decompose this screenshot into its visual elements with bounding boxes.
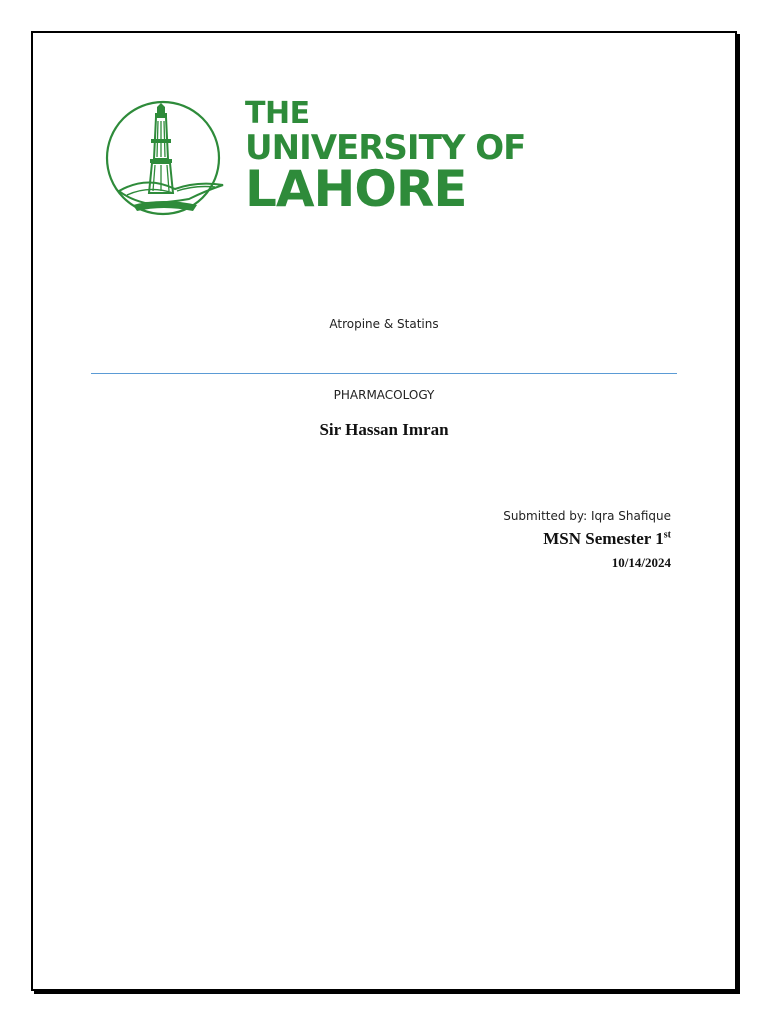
subject-name: PHARMACOLOGY (333, 388, 435, 402)
university-logo (97, 96, 537, 219)
submission-date: 10/14/2024 (611, 555, 671, 570)
minar-tower-emblem-icon (97, 99, 231, 217)
semester-main: MSN Semester 1 (543, 529, 664, 548)
title-divider (91, 373, 677, 374)
document-page (31, 31, 737, 991)
logo-line-university-of: UNIVERSITY OF (245, 128, 526, 168)
logo-line-lahore: LAHORE (245, 160, 467, 218)
document-title: Atropine & Statins (329, 317, 439, 331)
teacher-name: Sir Hassan Imran (319, 420, 449, 439)
submitted-by: Submitted by: Iqra Shafique (503, 509, 671, 523)
semester-label (543, 529, 671, 549)
semester-suffix: st (663, 529, 671, 541)
logo-line-the: THE (245, 96, 310, 131)
